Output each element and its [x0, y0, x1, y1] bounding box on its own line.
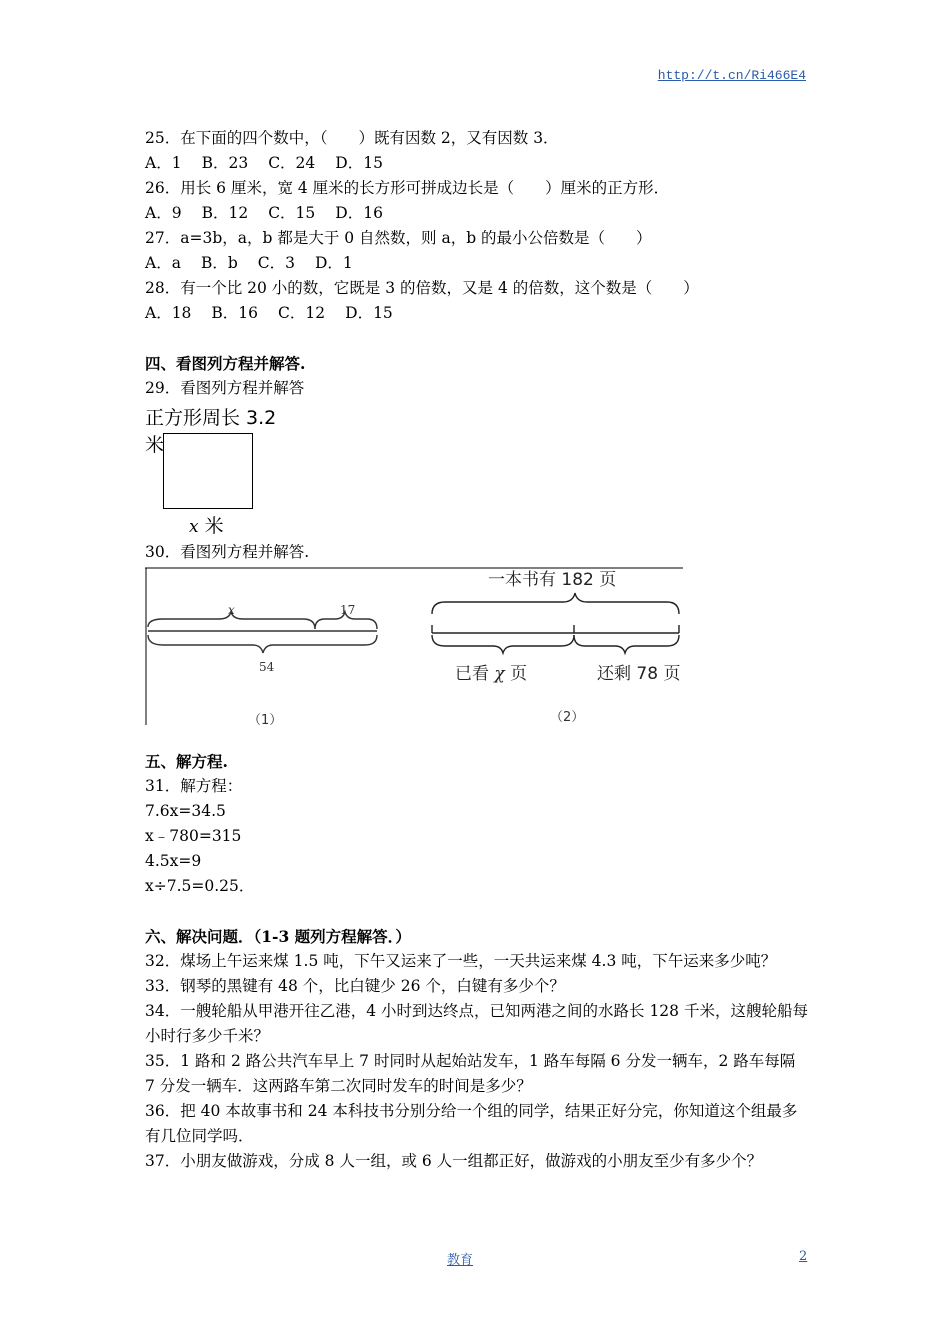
- section-5-title: 五、解方程.: [145, 752, 228, 771]
- diagram-1: [148, 612, 377, 653]
- option-c: C．15: [268, 204, 316, 222]
- question-35: 35．1 路和 2 路公共汽车早上 7 时同时从起始站发车，1 路车每隔 6 分发一辆车，2 路车每隔 7 分发一辆车．这两路车第二次同时发车的时间是多少？: [145, 1052, 796, 1095]
- option-b: B．23: [201, 154, 249, 172]
- square-figure: [145, 403, 295, 538]
- equation-2: x﹣780=315: [145, 827, 242, 845]
- question-26-stem: 26．用长 6 厘米，宽 4 厘米的长方形可拼成边长是（ ）厘米的正方形．: [145, 179, 670, 197]
- question-36: 36．把 40 本故事书和 24 本科技书分别分给一个组的同学，结果正好分完，你知道这个组最多有几位同学吗．: [145, 1102, 798, 1145]
- option-b: B．16: [211, 304, 259, 322]
- page-number[interactable]: 2: [799, 1249, 808, 1264]
- square-perimeter-caption: 正方形周长 3.2 米: [145, 407, 277, 456]
- document-body: [145, 126, 810, 1174]
- brace-182: [432, 593, 679, 614]
- option-b: B．b: [200, 254, 238, 272]
- label-x: x: [228, 603, 235, 617]
- label-diagram-2: （2）: [550, 710, 585, 725]
- read-pages-label: 已看 χ 页: [455, 664, 528, 684]
- label-diagram-1: （1）: [248, 713, 283, 727]
- header-url-link[interactable]: http://t.cn/Ri466E4: [657, 68, 806, 83]
- side-unit: 米: [204, 515, 224, 537]
- question-26-options: [145, 201, 810, 226]
- segment-diagrams: [145, 567, 685, 727]
- equation-4: x÷7.5=0.25．: [145, 877, 255, 895]
- option-c: C．12: [278, 304, 326, 322]
- option-b: B．12: [201, 204, 249, 222]
- brace-54: [148, 635, 377, 653]
- segment-diagrams-svg: [145, 567, 685, 727]
- option-d: D．15: [345, 304, 393, 322]
- option-a: A．18: [145, 304, 192, 322]
- option-c: C．3: [257, 254, 295, 272]
- section-4-title: 四、看图列方程并解答.: [145, 354, 306, 373]
- question-28-stem: 28．有一个比 20 小的数，它既是 3 的倍数，又是 4 的倍数，这个数是（ ）: [145, 279, 699, 297]
- question-37: 37．小朋友做游戏，分成 8 人一组，或 6 人一组都正好，做游戏的小朋友至少有多少个？: [145, 1152, 763, 1170]
- question-25-options: [145, 151, 810, 176]
- brace-remain: [574, 635, 679, 653]
- question-31-stem: 31．解方程：: [145, 777, 243, 795]
- question-28-options: [145, 301, 810, 326]
- label-17: 17: [340, 603, 356, 617]
- section-6-title: 六、解决问题．（1-3 题列方程解答．）: [145, 927, 411, 946]
- question-34: 34．一艘轮船从甲港开往乙港，4 小时到达终点，已知两港之间的水路长 128 千米，这艘轮船每小时行多少千米？: [145, 1002, 808, 1045]
- footer-link[interactable]: 教育: [447, 1253, 474, 1268]
- side-variable: x: [189, 517, 199, 537]
- option-d: D．16: [335, 204, 383, 222]
- question-32: 32．煤场上午运来煤 1.5 吨，下午又运来了一些，一天共运来煤 4.3 吨，下午运来多少吨？: [145, 952, 777, 970]
- option-a: A．1: [145, 154, 182, 172]
- option-a: A．9: [145, 204, 182, 222]
- diagram-2: [432, 593, 679, 653]
- label-54: 54: [259, 660, 275, 674]
- option-c: C．24: [268, 154, 316, 172]
- option-d: D．15: [335, 154, 383, 172]
- option-a: A．a: [145, 254, 181, 272]
- question-25-stem: 25．在下面的四个数中，（ ）既有因数 2，又有因数 3．: [145, 129, 559, 147]
- equation-1: 7.6x=34.5: [145, 802, 226, 820]
- question-27-options: [145, 251, 810, 276]
- question-30-stem: 30．看图列方程并解答.: [145, 543, 310, 561]
- remaining-pages-label: 还剩 78 页: [597, 664, 681, 684]
- option-d: D．1: [315, 254, 353, 272]
- square-side-label: [189, 511, 224, 538]
- question-27-stem: 27．a=3b，a，b 都是大于 0 自然数，则 a，b 的最小公倍数是（ ）: [145, 229, 652, 247]
- square-shape: [163, 433, 253, 509]
- equation-3: 4.5x=9: [145, 852, 202, 870]
- question-29-stem: 29．看图列方程并解答: [145, 379, 305, 397]
- brace-read: [432, 635, 574, 653]
- question-33: 33．钢琴的黑键有 48 个，比白键少 26 个，白键有多少个？: [145, 977, 565, 995]
- book-total-caption: 一本书有 182 页: [488, 570, 617, 590]
